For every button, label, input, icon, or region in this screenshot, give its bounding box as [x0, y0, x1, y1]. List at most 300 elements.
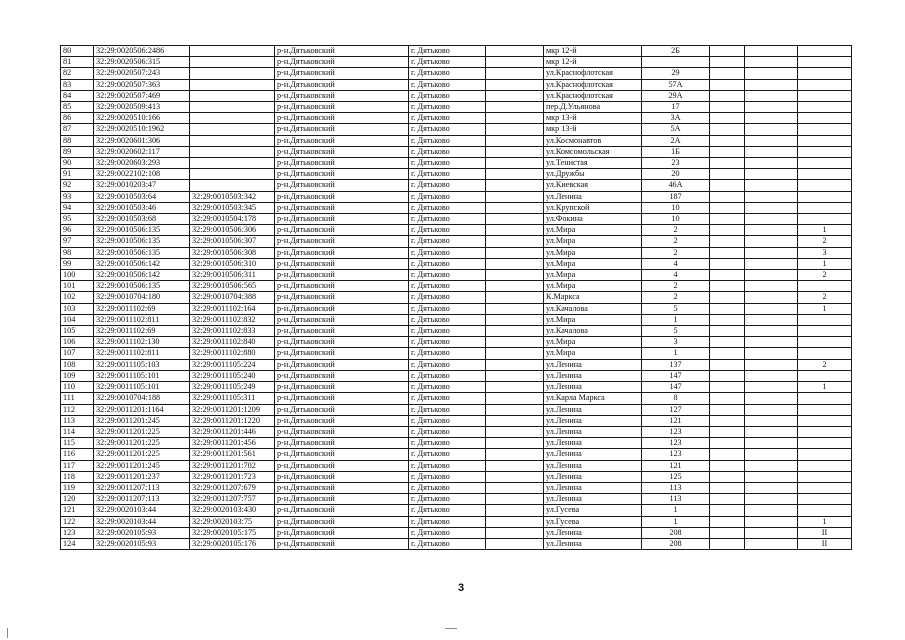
building-cell	[710, 326, 745, 337]
street-cell: ул.Ленина	[544, 460, 642, 471]
object-number-cell: 32:29:0011201:561	[190, 449, 275, 460]
district-cell: р-н.Дятьковский	[275, 314, 409, 325]
row-number-cell: 84	[61, 90, 94, 101]
building-cell	[710, 482, 745, 493]
building-cell	[710, 449, 745, 460]
room-cell	[798, 169, 852, 180]
city-cell: г. Дятьково	[409, 90, 486, 101]
cadastral-number-cell: 32:29:0011201:225	[94, 426, 190, 437]
room-cell	[798, 326, 852, 337]
district-cell: р-н.Дятьковский	[275, 393, 409, 404]
table-row	[61, 292, 852, 303]
table-row	[61, 135, 852, 146]
flat-cell	[745, 382, 798, 393]
table-row	[61, 337, 852, 348]
table-row	[61, 169, 852, 180]
row-number-cell: 108	[61, 359, 94, 370]
flat-cell	[745, 46, 798, 57]
room-cell	[798, 146, 852, 157]
city-cell: г. Дятьково	[409, 247, 486, 258]
row-number-cell: 123	[61, 527, 94, 538]
table-row	[61, 68, 852, 79]
flat-cell	[745, 135, 798, 146]
district-cell: р-н.Дятьковский	[275, 79, 409, 90]
city-cell: г. Дятьково	[409, 303, 486, 314]
flat-cell	[745, 281, 798, 292]
house-cell: 29	[642, 68, 710, 79]
building-cell	[710, 146, 745, 157]
building-cell	[710, 516, 745, 527]
room-cell	[798, 393, 852, 404]
house-cell: 123	[642, 438, 710, 449]
building-cell	[710, 57, 745, 68]
building-cell	[710, 191, 745, 202]
district-cell: р-н.Дятьковский	[275, 460, 409, 471]
cadastral-number-cell: 32:29:0010503:64	[94, 191, 190, 202]
object-number-cell: 32:29:0011201:1220	[190, 415, 275, 426]
street-cell: ул.Гусева	[544, 516, 642, 527]
district-cell: р-н.Дятьковский	[275, 471, 409, 482]
room-cell	[798, 415, 852, 426]
district-cell: р-н.Дятьковский	[275, 348, 409, 359]
house-cell: 8	[642, 393, 710, 404]
room-cell	[798, 57, 852, 68]
object-number-cell: 32:29:0011105:311	[190, 393, 275, 404]
flat-cell	[745, 68, 798, 79]
house-cell: 1	[642, 348, 710, 359]
table-row	[61, 247, 852, 258]
object-number-cell: 32:29:0010506:565	[190, 281, 275, 292]
building-cell	[710, 79, 745, 90]
district-cell: р-н.Дятьковский	[275, 191, 409, 202]
cadastral-number-cell: 32:29:0020103:44	[94, 505, 190, 516]
cadastral-number-cell: 32:29:0020510:1962	[94, 124, 190, 135]
settlement-cell	[486, 460, 544, 471]
row-number-cell: 82	[61, 68, 94, 79]
house-cell: 1	[642, 505, 710, 516]
settlement-cell	[486, 449, 544, 460]
row-number-cell: 115	[61, 438, 94, 449]
street-cell: мкр 13-й	[544, 124, 642, 135]
room-cell: 1	[798, 516, 852, 527]
cadastral-number-cell: 32:29:0011201:245	[94, 460, 190, 471]
row-number-cell: 114	[61, 426, 94, 437]
flat-cell	[745, 471, 798, 482]
flat-cell	[745, 214, 798, 225]
street-cell: ул.Мира	[544, 337, 642, 348]
flat-cell	[745, 538, 798, 549]
city-cell: г. Дятьково	[409, 460, 486, 471]
settlement-cell	[486, 393, 544, 404]
building-cell	[710, 225, 745, 236]
row-number-cell: 109	[61, 370, 94, 381]
object-number-cell: 32:29:0010506:308	[190, 247, 275, 258]
district-cell: р-н.Дятьковский	[275, 382, 409, 393]
table-row	[61, 538, 852, 549]
settlement-cell	[486, 303, 544, 314]
object-number-cell: 32:29:0010506:310	[190, 258, 275, 269]
house-cell: 4	[642, 270, 710, 281]
flat-cell	[745, 292, 798, 303]
table-row	[61, 404, 852, 415]
row-number-cell: 85	[61, 102, 94, 113]
row-number-cell: 121	[61, 505, 94, 516]
object-number-cell	[190, 68, 275, 79]
house-cell: 3А	[642, 113, 710, 124]
room-cell	[798, 124, 852, 135]
street-cell: ул.Качалова	[544, 326, 642, 337]
street-cell: ул.Ленина	[544, 527, 642, 538]
room-cell	[798, 348, 852, 359]
house-cell: 23	[642, 158, 710, 169]
settlement-cell	[486, 337, 544, 348]
object-number-cell: 32:29:0010506:311	[190, 270, 275, 281]
district-cell: р-н.Дятьковский	[275, 258, 409, 269]
object-number-cell	[190, 146, 275, 157]
house-cell: 1	[642, 516, 710, 527]
row-number-cell: 81	[61, 57, 94, 68]
object-number-cell: 32:29:0010503:345	[190, 202, 275, 213]
building-cell	[710, 426, 745, 437]
flat-cell	[745, 124, 798, 135]
street-cell: ул.Ленина	[544, 449, 642, 460]
district-cell: р-н.Дятьковский	[275, 169, 409, 180]
building-cell	[710, 102, 745, 113]
room-cell	[798, 438, 852, 449]
object-number-cell	[190, 79, 275, 90]
city-cell: г. Дятьково	[409, 292, 486, 303]
flat-cell	[745, 236, 798, 247]
flat-cell	[745, 415, 798, 426]
table-row	[61, 202, 852, 213]
flat-cell	[745, 270, 798, 281]
building-cell	[710, 270, 745, 281]
street-cell: ул.Качалова	[544, 303, 642, 314]
cadastral-number-cell: 32:29:0020602:117	[94, 146, 190, 157]
settlement-cell	[486, 404, 544, 415]
cadastral-number-cell: 32:29:0020105:93	[94, 538, 190, 549]
street-cell: ул.Гусева	[544, 505, 642, 516]
district-cell: р-н.Дятьковский	[275, 236, 409, 247]
house-cell: 121	[642, 415, 710, 426]
object-number-cell	[190, 46, 275, 57]
row-number-cell: 86	[61, 113, 94, 124]
flat-cell	[745, 102, 798, 113]
object-number-cell	[190, 158, 275, 169]
row-number-cell: 105	[61, 326, 94, 337]
settlement-cell	[486, 258, 544, 269]
room-cell: II	[798, 538, 852, 549]
object-number-cell: 32:29:0010504:178	[190, 214, 275, 225]
street-cell: ул.Ленина	[544, 538, 642, 549]
room-cell	[798, 90, 852, 101]
building-cell	[710, 90, 745, 101]
settlement-cell	[486, 180, 544, 191]
house-cell: 10	[642, 214, 710, 225]
settlement-cell	[486, 382, 544, 393]
flat-cell	[745, 438, 798, 449]
flat-cell	[745, 337, 798, 348]
street-cell: ул.Космонавтов	[544, 135, 642, 146]
street-cell: ул.Мира	[544, 258, 642, 269]
room-cell: 1	[798, 258, 852, 269]
city-cell: г. Дятьково	[409, 527, 486, 538]
house-cell: 2А	[642, 135, 710, 146]
room-cell: 2	[798, 292, 852, 303]
city-cell: г. Дятьково	[409, 57, 486, 68]
district-cell: р-н.Дятьковский	[275, 90, 409, 101]
street-cell: ул.Мира	[544, 225, 642, 236]
flat-cell	[745, 191, 798, 202]
street-cell: ул.Ленина	[544, 359, 642, 370]
cadastral-number-cell: 32:29:0010506:135	[94, 225, 190, 236]
table-row	[61, 225, 852, 236]
street-cell: ул.Крупской	[544, 202, 642, 213]
street-cell: ул.Мира	[544, 348, 642, 359]
district-cell: р-н.Дятьковский	[275, 124, 409, 135]
object-number-cell: 32:29:0020103:75	[190, 516, 275, 527]
settlement-cell	[486, 359, 544, 370]
settlement-cell	[486, 281, 544, 292]
city-cell: г. Дятьково	[409, 158, 486, 169]
row-number-cell: 112	[61, 404, 94, 415]
cadastral-number-cell: 32:29:0011201:237	[94, 471, 190, 482]
building-cell	[710, 494, 745, 505]
table-row	[61, 270, 852, 281]
settlement-cell	[486, 426, 544, 437]
house-cell	[642, 57, 710, 68]
table-row	[61, 460, 852, 471]
object-number-cell: 32:29:0010704:388	[190, 292, 275, 303]
settlement-cell	[486, 225, 544, 236]
district-cell: р-н.Дятьковский	[275, 494, 409, 505]
building-cell	[710, 348, 745, 359]
settlement-cell	[486, 124, 544, 135]
flat-cell	[745, 482, 798, 493]
flat-cell	[745, 404, 798, 415]
row-number-cell: 91	[61, 169, 94, 180]
street-cell: ул.Мира	[544, 236, 642, 247]
building-cell	[710, 314, 745, 325]
city-cell: г. Дятьково	[409, 415, 486, 426]
street-cell: ул.Ленина	[544, 382, 642, 393]
house-cell: 2	[642, 247, 710, 258]
city-cell: г. Дятьково	[409, 505, 486, 516]
street-cell: К.Маркса	[544, 292, 642, 303]
row-number-cell: 111	[61, 393, 94, 404]
object-number-cell: 32:29:0011207:679	[190, 482, 275, 493]
settlement-cell	[486, 135, 544, 146]
object-number-cell: 32:29:0020105:176	[190, 538, 275, 549]
house-cell: 113	[642, 482, 710, 493]
street-cell: ул.Ленина	[544, 415, 642, 426]
district-cell: р-н.Дятьковский	[275, 426, 409, 437]
street-cell: ул.Ленина	[544, 494, 642, 505]
city-cell: г. Дятьково	[409, 202, 486, 213]
row-number-cell: 119	[61, 482, 94, 493]
street-cell: мкр 13-й	[544, 113, 642, 124]
cadastral-number-cell: 32:29:0020507:469	[94, 90, 190, 101]
city-cell: г. Дятьково	[409, 124, 486, 135]
building-cell	[710, 124, 745, 135]
table-row	[61, 494, 852, 505]
settlement-cell	[486, 292, 544, 303]
district-cell: р-н.Дятьковский	[275, 326, 409, 337]
house-cell: 127	[642, 404, 710, 415]
street-cell: ул.Ленина	[544, 404, 642, 415]
object-number-cell: 32:29:0011207:757	[190, 494, 275, 505]
cadastral-number-cell: 32:29:0010506:142	[94, 270, 190, 281]
cadastral-number-cell: 32:29:0011201:245	[94, 415, 190, 426]
room-cell: II	[798, 527, 852, 538]
flat-cell	[745, 158, 798, 169]
house-cell: 123	[642, 449, 710, 460]
document-sheet	[60, 45, 852, 550]
cadastral-number-cell: 32:29:0011105:101	[94, 382, 190, 393]
row-number-cell: 100	[61, 270, 94, 281]
building-cell	[710, 281, 745, 292]
object-number-cell: 32:29:0011201:723	[190, 471, 275, 482]
settlement-cell	[486, 415, 544, 426]
city-cell: г. Дятьково	[409, 449, 486, 460]
building-cell	[710, 46, 745, 57]
settlement-cell	[486, 158, 544, 169]
table-row	[61, 382, 852, 393]
object-number-cell: 32:29:0010506:306	[190, 225, 275, 236]
district-cell: р-н.Дятьковский	[275, 146, 409, 157]
room-cell	[798, 135, 852, 146]
cadastral-number-cell: 32:29:0020105:93	[94, 527, 190, 538]
table-row	[61, 90, 852, 101]
flat-cell	[745, 146, 798, 157]
building-cell	[710, 505, 745, 516]
settlement-cell	[486, 236, 544, 247]
table-body	[61, 46, 852, 550]
table-row	[61, 124, 852, 135]
city-cell: г. Дятьково	[409, 438, 486, 449]
object-number-cell: 32:29:0020105:175	[190, 527, 275, 538]
row-number-cell: 124	[61, 538, 94, 549]
settlement-cell	[486, 326, 544, 337]
flat-cell	[745, 426, 798, 437]
room-cell: 1	[798, 303, 852, 314]
table-row	[61, 281, 852, 292]
table-row	[61, 258, 852, 269]
street-cell: ул.Мира	[544, 281, 642, 292]
settlement-cell	[486, 214, 544, 225]
flat-cell	[745, 225, 798, 236]
table-row	[61, 180, 852, 191]
settlement-cell	[486, 79, 544, 90]
building-cell	[710, 393, 745, 404]
table-row	[61, 79, 852, 90]
table-row	[61, 214, 852, 225]
district-cell: р-н.Дятьковский	[275, 270, 409, 281]
city-cell: г. Дятьково	[409, 214, 486, 225]
city-cell: г. Дятьково	[409, 482, 486, 493]
street-cell: ул.Краснофлотская	[544, 79, 642, 90]
room-cell	[798, 404, 852, 415]
table-row	[61, 158, 852, 169]
house-cell: 137	[642, 359, 710, 370]
city-cell: г. Дятьково	[409, 68, 486, 79]
settlement-cell	[486, 505, 544, 516]
street-cell: ул.Ленина	[544, 426, 642, 437]
flat-cell	[745, 527, 798, 538]
row-number-cell: 120	[61, 494, 94, 505]
page-number: 3	[458, 582, 465, 594]
district-cell: р-н.Дятьковский	[275, 359, 409, 370]
house-cell: 57А	[642, 79, 710, 90]
flat-cell	[745, 370, 798, 381]
flat-cell	[745, 460, 798, 471]
district-cell: р-н.Дятьковский	[275, 102, 409, 113]
row-number-cell: 99	[61, 258, 94, 269]
street-cell: ул.Ленина	[544, 471, 642, 482]
row-number-cell: 98	[61, 247, 94, 258]
room-cell	[798, 337, 852, 348]
building-cell	[710, 247, 745, 258]
house-cell: 10	[642, 202, 710, 213]
building-cell	[710, 68, 745, 79]
street-cell: ул.Мира	[544, 314, 642, 325]
cadastral-number-cell: 32:29:0010704:188	[94, 393, 190, 404]
flat-cell	[745, 303, 798, 314]
flat-cell	[745, 314, 798, 325]
table-row	[61, 482, 852, 493]
row-number-cell: 113	[61, 415, 94, 426]
settlement-cell	[486, 270, 544, 281]
city-cell: г. Дятьково	[409, 270, 486, 281]
room-cell	[798, 314, 852, 325]
room-cell	[798, 482, 852, 493]
cadastral-number-cell: 32:29:0011102:811	[94, 314, 190, 325]
room-cell	[798, 180, 852, 191]
street-cell: ул.Краснофлотская	[544, 90, 642, 101]
flat-cell	[745, 326, 798, 337]
building-cell	[710, 236, 745, 247]
flat-cell	[745, 247, 798, 258]
street-cell: ул.Карла Маркса	[544, 393, 642, 404]
flat-cell	[745, 113, 798, 124]
object-number-cell: 32:29:0020103:430	[190, 505, 275, 516]
building-cell	[710, 438, 745, 449]
building-cell	[710, 214, 745, 225]
cadastral-number-cell: 32:29:0011102:811	[94, 348, 190, 359]
building-cell	[710, 158, 745, 169]
cadastral-number-cell: 32:29:0010704:180	[94, 292, 190, 303]
settlement-cell	[486, 202, 544, 213]
row-number-cell: 117	[61, 460, 94, 471]
row-number-cell: 89	[61, 146, 94, 157]
table-row	[61, 527, 852, 538]
object-number-cell	[190, 57, 275, 68]
row-number-cell: 102	[61, 292, 94, 303]
room-cell	[798, 113, 852, 124]
street-cell: ул.Ленина	[544, 370, 642, 381]
table-row	[61, 57, 852, 68]
settlement-cell	[486, 438, 544, 449]
district-cell: р-н.Дятьковский	[275, 292, 409, 303]
house-cell: 147	[642, 382, 710, 393]
row-number-cell: 94	[61, 202, 94, 213]
city-cell: г. Дятьково	[409, 169, 486, 180]
district-cell: р-н.Дятьковский	[275, 370, 409, 381]
object-number-cell: 32:29:0011105:240	[190, 370, 275, 381]
room-cell	[798, 46, 852, 57]
cadastral-number-cell: 32:29:0020601:306	[94, 135, 190, 146]
flat-cell	[745, 359, 798, 370]
